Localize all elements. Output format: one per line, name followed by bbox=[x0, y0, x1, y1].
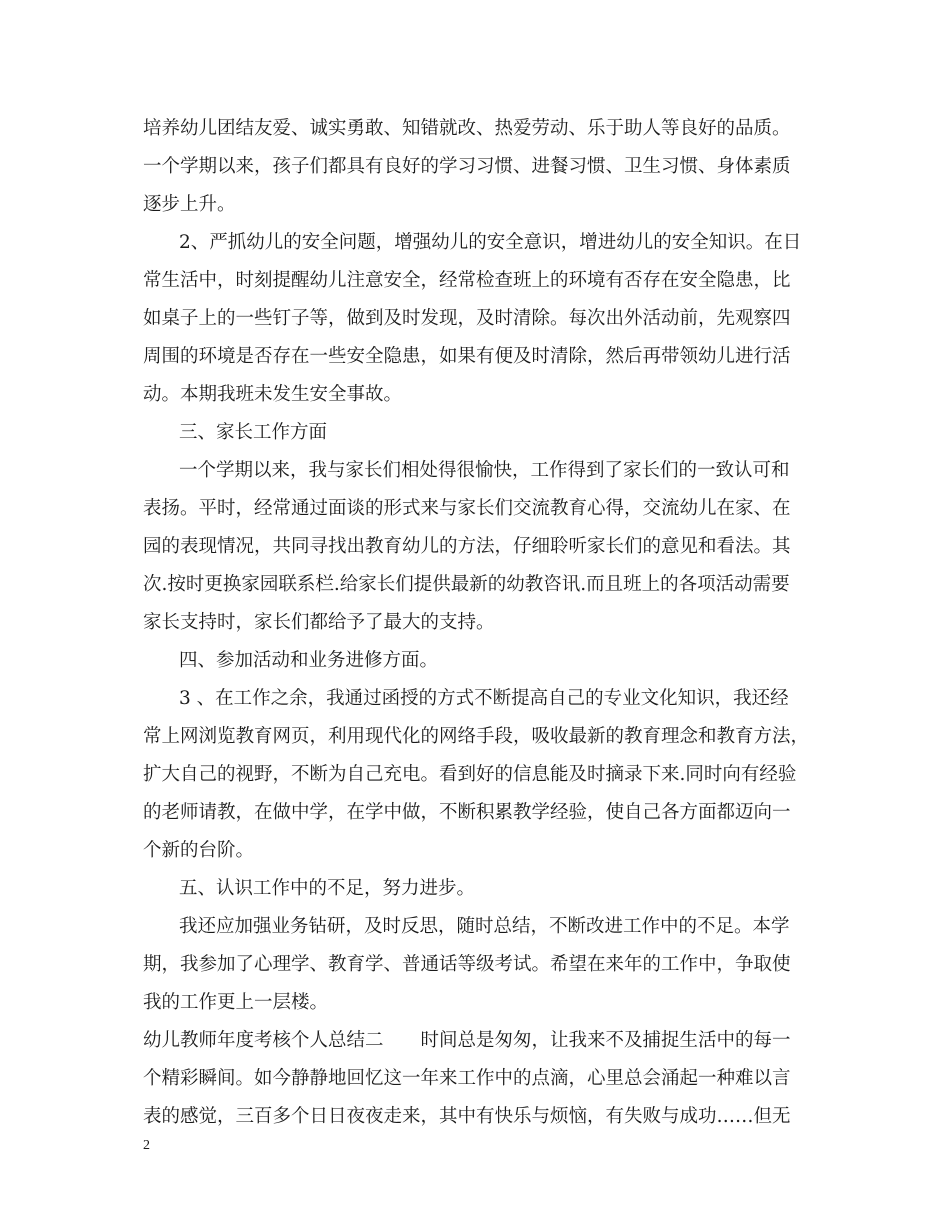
text-line: 一个学期以来，我与家长们相处得很愉快，工作得到了家长们的一致认可和 bbox=[179, 460, 790, 481]
text-line: 如桌子上的一些钉子等，做到及时发现，及时清除。每次出外活动前，先观察四 bbox=[143, 308, 791, 329]
text-line: 家长支持时，家长们都给予了最大的支持。 bbox=[143, 612, 495, 633]
text-line: 常生活中，时刻提醒幼儿注意安全，经常检查班上的环境有否存在安全隐患，比 bbox=[143, 270, 791, 291]
text-line: 个精彩瞬间。如今静静地回忆这一年来工作中的点滴，心里总会涌起一种难以言 bbox=[143, 1068, 791, 1089]
text-line: 期，我参加了心理学、教育学、普通话等级考试。希望在来年的工作中，争取使 bbox=[143, 954, 791, 975]
section-heading: 五、认识工作中的不足，努力进步。 bbox=[179, 878, 476, 899]
text-line: 幼儿教师年度考核个人总结二 时间总是匆匆，让我来不及捕捉生活中的每一 bbox=[143, 1030, 791, 1051]
text-line: 园的表现情况，共同寻找出教育幼儿的方法，仔细聆听家长们的意见和看法。其 bbox=[143, 536, 791, 557]
text-line: 2、严抓幼儿的安全问题，增强幼儿的安全意识，增进幼儿的安全知识。在日 bbox=[179, 232, 802, 253]
text-line: 表的感觉，三百多个日日夜夜走来，其中有快乐与烦恼，有失败与成功……但无 bbox=[143, 1106, 791, 1127]
page-number: 2 bbox=[143, 1138, 150, 1153]
text-line: 培养幼儿团结友爱、诚实勇敢、知错就改、热爱劳动、乐于助人等良好的品质。 bbox=[143, 118, 791, 139]
text-line: 次.按时更换家园联系栏.给家长们提供最新的幼教咨讯.而且班上的各项活动需要 bbox=[143, 574, 790, 595]
text-line: 表扬。平时，经常通过面谈的形式来与家长们交流教育心得，交流幼儿在家、在 bbox=[143, 498, 791, 519]
text-line: 扩大自己的视野，不断为自己充电。看到好的信息能及时摘录下来.同时向有经验 bbox=[143, 764, 797, 785]
text-line: 逐步上升。 bbox=[143, 194, 236, 215]
section-heading: 三、家长工作方面 bbox=[179, 422, 328, 443]
text-line: 个新的台阶。 bbox=[143, 840, 255, 861]
text-line: 我还应加强业务钻研，及时反思，随时总结，不断改进工作中的不足。本学 bbox=[179, 916, 790, 937]
text-line: 我的工作更上一层楼。 bbox=[143, 992, 329, 1013]
text-line: 周围的环境是否存在一些安全隐患，如果有便及时清除，然后再带领幼儿进行活 bbox=[143, 346, 791, 367]
text-line: 3 、在工作之余，我通过函授的方式不断提高自己的专业文化知识，我还经 bbox=[179, 688, 789, 709]
text-line: 动。本期我班未发生安全事故。 bbox=[143, 384, 403, 405]
text-line: 的老师请教，在做中学，在学中做，不断积累教学经验，使自己各方面都迈向一 bbox=[143, 802, 791, 823]
text-line: 常上网浏览教育网页，利用现代化的网络手段，吸收最新的教育理念和教育方法， bbox=[143, 726, 810, 747]
section-heading: 四、参加活动和业务进修方面。 bbox=[179, 650, 439, 671]
text-line: 一个学期以来，孩子们都具有良好的学习习惯、进餐习惯、卫生习惯、身体素质 bbox=[143, 156, 791, 177]
